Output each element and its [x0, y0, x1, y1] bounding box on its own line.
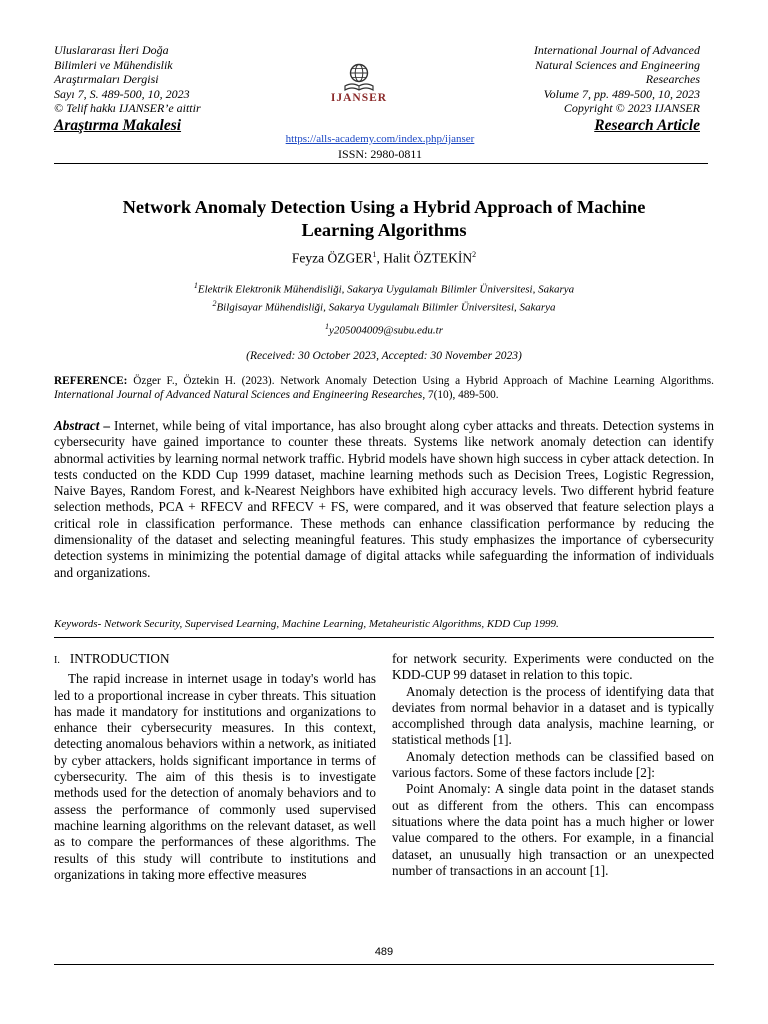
body-paragraph: Anomaly detection is the process of identifying data that deviates from normal behavior in a dataset and is typically accomplished through data analysis, machine learning, or statistical methods [1]. — [392, 683, 714, 748]
reference-authors: Özger F., Öztekin H. (2023). Network Anomaly Detection Using a Hybrid Approach of Machine Learning Algorithms. — [127, 375, 714, 387]
globe-book-icon — [342, 62, 376, 92]
paper-title — [60, 196, 708, 242]
header-left-line: Araştırmaları Dergisi — [54, 72, 159, 87]
affiliation-mark: 2 — [212, 299, 217, 309]
keywords: Keywords- Network Security, Supervised Learning, Machine Learning, Metaheuristic Algorithms, KDD Cup 1999. — [54, 618, 559, 630]
author-name: Halit ÖZTEKİN — [383, 250, 473, 266]
received-dates: (Received: 30 October 2023, Accepted: 30 November 2023) — [246, 350, 522, 362]
affiliation — [60, 279, 708, 297]
reference-journal: International Journal of Advanced Natural Sciences and Engineering Researches — [54, 389, 423, 402]
abstract-text: Internet, while being of vital importance, has also brought along cyber attacks and threats. Detection systems in cybersecurity have gained importance to counter these threats. Systems like network anomaly detection can identify abnormal activities by learning normal network traffic. Hybrid models have shown high success in cyber attack detection. In tests conducted on the KDD Cup 1999 dataset, machine learning methods such as Decision Trees, Logistic Regression, Naive Bayes, Random Forest, and k-Nearest Neighbors have exhibited high accuracy levels. Two different hybrid feature selection methods, PCA + RFECV and RFECV + FS, were compared, and it was observed that feature selection plays a critical role in classification performance. These methods can enhance classification performance by reducing the dimensionality of the dataset and selecting meaningful features. This study emphasizes the importance of cybersecurity detection systems in minimizing the potential damage of digital attacks while safeguarding the information of individuals and organizations. — [54, 418, 714, 580]
header-right-line: Copyright © 2023 IJANSER — [563, 101, 700, 116]
title-line: Network Anomaly Detection Using a Hybrid Approach of Machine — [122, 197, 646, 217]
affiliation — [60, 297, 708, 315]
author-name: Feyza ÖZGER — [291, 250, 373, 266]
page-number: 489 — [374, 946, 394, 958]
journal-logo — [314, 62, 404, 112]
header-left-line: © Telif hakkı IJANSER’e aittir — [54, 101, 201, 116]
header-right-line: International Journal of Advanced — [533, 43, 700, 57]
author-affiliation-mark: 1 — [372, 250, 377, 259]
header-left-line: Uluslararası İleri Doğa — [54, 43, 169, 57]
reference-label: REFERENCE: — [54, 375, 128, 387]
article-type-turkish: Araştırma Makalesi — [54, 116, 182, 134]
section-title: INTRODUCTION — [69, 651, 170, 666]
affiliation-text: Bilgisayar Mühendisliği, Sakarya Uygulamalı Bilimler Üniversitesi, Sakarya — [216, 301, 556, 314]
article-type-english: Research Article — [594, 116, 700, 134]
header-left-line: Sayı 7, S. 489-500, 10, 2023 — [54, 86, 190, 101]
logo-text: IJANSER — [330, 92, 388, 104]
body-paragraph: Point Anomaly: A single data point in the dataset stands out as different from the others. This can encompass situations where the data point has a much higher or lower value compared to the others. For example, in a financial dataset, an unusually high transaction or an unexpected number of transactions in an account [1]. — [392, 781, 714, 878]
email-text: y205004009@subu.edu.tr — [328, 324, 443, 337]
footer-divider — [54, 964, 714, 965]
section-number: I. — [54, 655, 60, 666]
header-left-line: Bilimleri ve Mühendislik — [54, 57, 173, 72]
journal-header-turkish — [54, 43, 294, 134]
header-right-line: Volume 7, pp. 489-500, 10, 2023 — [543, 86, 700, 101]
journal-url-link[interactable]: https://alls-academy.com/index.php/ijanser — [285, 133, 475, 145]
abstract — [54, 418, 714, 581]
email-mark: 1 — [324, 322, 329, 331]
body-column-left — [54, 651, 376, 883]
keywords-divider — [54, 637, 714, 638]
affiliation-mark: 1 — [193, 281, 198, 290]
header-right-line: Researches — [645, 72, 700, 87]
section-heading — [54, 651, 376, 669]
body-paragraph: Anomaly detection methods can be classified based on various factors. Some of these factors include [2]: — [392, 748, 714, 781]
corresponding-email — [60, 322, 708, 337]
author-separator: , — [376, 250, 384, 266]
body-paragraph: for network security. Experiments were conducted on the KDD-CUP 99 dataset in relation to this topic. — [392, 651, 714, 683]
body-paragraph: The rapid increase in internet usage in today's world has led to a proportional increase in cyber threats. This situation has made it mandatory for institutions and organizations to enhance their cybersecurity measures. In this context, detecting anomalous behaviors within a network, as initiated by cyber attackers, holds significant importance in terms of cybersecurity. The aim of this thesis is to investigate methods used for the detection of anomaly behaviors and to assess the performance of commonly used supervised machine learning algorithms on the relevant dataset, as well as to compare the performances of these algorithms. The results of this study will contribute to institutions and organizations in taking more effective measures — [54, 671, 376, 882]
abstract-label: Abstract – — [54, 418, 111, 433]
author-list — [60, 250, 708, 267]
journal-header-english — [440, 43, 700, 134]
body-column-right — [392, 651, 714, 879]
citation-reference — [54, 374, 714, 403]
affiliations — [60, 279, 708, 315]
issn: ISSN: 2980-0811 — [338, 147, 422, 161]
reference-tail: , 7(10), 489-500. — [422, 389, 499, 402]
header-divider — [54, 163, 708, 164]
author-affiliation-mark: 2 — [472, 250, 477, 259]
title-line: Learning Algorithms — [301, 220, 467, 240]
affiliation-text: Elektrik Elektronik Mühendisliği, Sakarya Uygulamalı Bilimler Üniversitesi, Sakarya — [197, 283, 575, 296]
header-right-line: Natural Sciences and Engineering — [535, 57, 700, 72]
